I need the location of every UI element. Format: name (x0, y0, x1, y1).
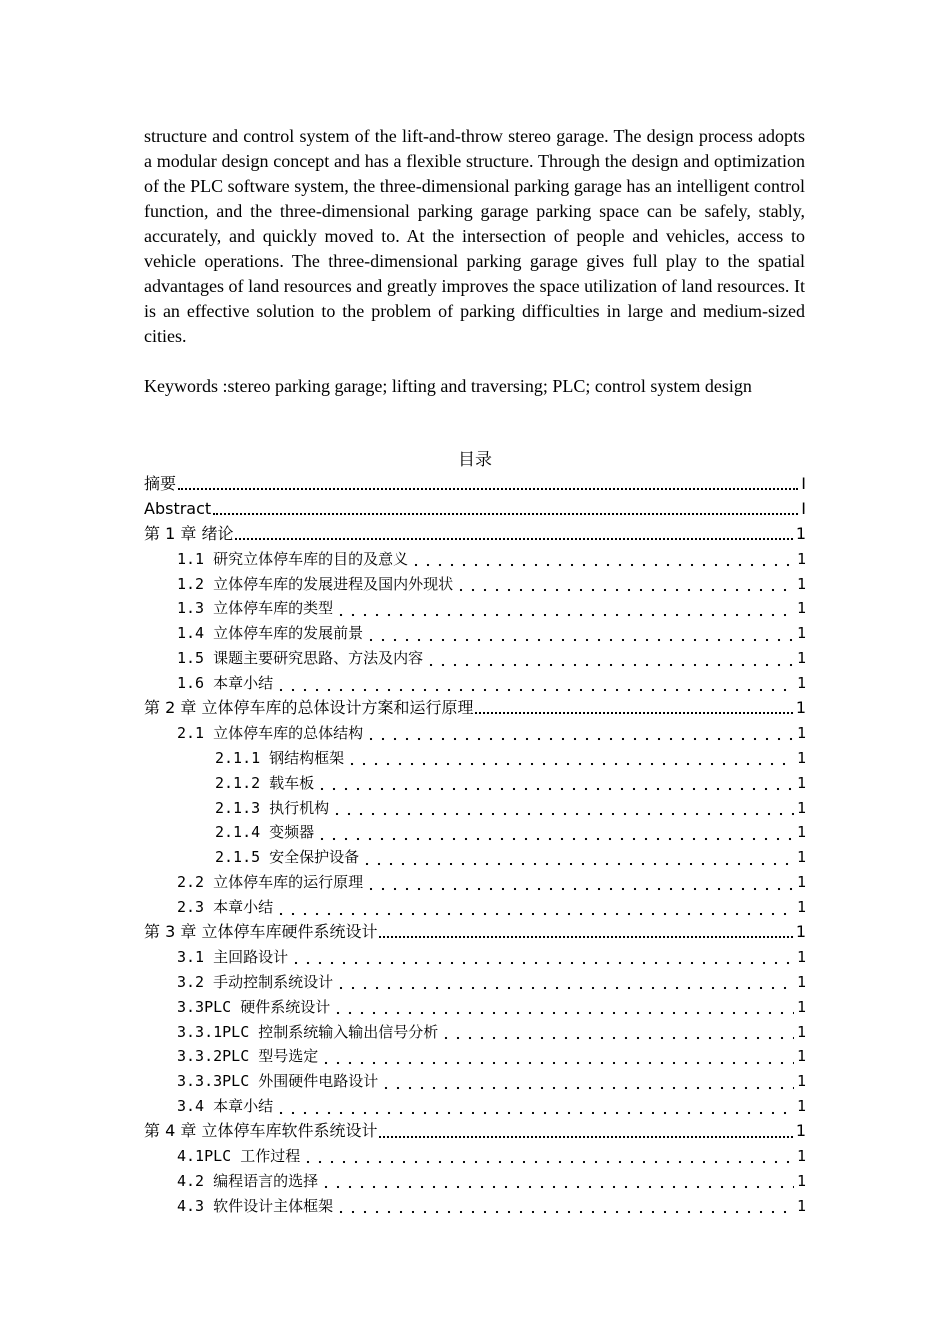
toc-dot-leader (379, 1136, 792, 1138)
toc-dot-leader (316, 837, 794, 841)
toc-entry[interactable] (144, 1144, 806, 1169)
toc-entry[interactable] (144, 696, 806, 721)
toc-entry-title: 3.3PLC 硬件系统设计 (177, 997, 331, 1016)
toc-entry-page: 1 (796, 823, 806, 842)
toc-entry[interactable] (144, 621, 806, 646)
toc-entry-title: 摘要 (144, 474, 177, 493)
toc-entry[interactable] (144, 1094, 806, 1119)
toc-entry-title: 1.2 立体停车库的发展进程及国内外现状 (177, 574, 454, 593)
toc-entry-title: 2.2 立体停车库的运行原理 (177, 873, 364, 892)
toc-entry[interactable] (144, 945, 806, 970)
toc-entry[interactable] (144, 895, 806, 920)
toc-dot-leader (290, 961, 794, 965)
toc-entry-page: 1 (796, 898, 806, 917)
toc-entry[interactable] (144, 497, 806, 522)
toc-entry[interactable] (144, 721, 806, 746)
toc-entry-title: 3.3.1PLC 控制系统输入输出信号分析 (177, 1022, 439, 1041)
toc-dot-leader (380, 1086, 794, 1090)
toc-entry[interactable] (144, 845, 806, 870)
toc-entry[interactable] (144, 995, 806, 1020)
toc-entry-title: 3.1 主回路设计 (177, 947, 289, 966)
toc-entry-page: 1 (796, 848, 806, 867)
toc-entry-page: 1 (796, 947, 806, 966)
toc-entry[interactable] (144, 746, 806, 771)
toc-entry[interactable] (144, 671, 806, 696)
toc-entry[interactable] (144, 970, 806, 995)
toc-entry-page: 1 (796, 1196, 806, 1215)
toc-entry-title: 4.2 编程语言的选择 (177, 1171, 319, 1190)
toc-entry[interactable] (144, 1069, 806, 1094)
toc-entry-title: 2.1 立体停车库的总体结构 (177, 723, 364, 742)
toc-entry[interactable] (144, 596, 806, 621)
toc-entry[interactable] (144, 472, 806, 497)
toc-entry-title: 2.3 本章小结 (177, 898, 274, 917)
toc-dot-leader (275, 912, 794, 916)
toc-entry-title: 4.3 软件设计主体框架 (177, 1196, 334, 1215)
toc-entry[interactable] (144, 572, 806, 597)
toc-entry-title: 3.3.3PLC 外围硬件电路设计 (177, 1072, 379, 1091)
toc-entry-page: 1 (796, 723, 806, 742)
toc-entry-page: 1 (796, 1022, 806, 1041)
toc-title: 目录 (458, 450, 492, 470)
toc-entry-title: 1.6 本章小结 (177, 674, 274, 693)
toc-entry[interactable] (144, 547, 806, 572)
toc-entry-page: 1 (796, 624, 806, 643)
toc-dot-leader (365, 887, 794, 891)
toc-entry-title: 2.1.2 载车板 (215, 773, 315, 792)
toc-entry-title: 1.3 立体停车库的类型 (177, 599, 334, 618)
toc-entry-page: 1 (796, 1147, 806, 1166)
toc-dot-leader (335, 986, 794, 990)
toc-entry-page: 1 (795, 523, 806, 543)
toc-entry-title: 第 2 章 立体停车库的总体设计方案和运行原理 (144, 698, 474, 718)
toc-entry-title: 3.2 手动控制系统设计 (177, 972, 334, 991)
toc-entry-page: 1 (795, 698, 806, 718)
toc-dot-leader (320, 1185, 794, 1189)
toc-entry[interactable] (144, 1194, 806, 1219)
toc-entry-title: 2.1.4 变频器 (215, 823, 315, 842)
toc-dot-leader (302, 1160, 794, 1164)
toc-dot-leader (475, 712, 792, 714)
toc-dot-leader (365, 737, 794, 741)
toc-entry-page: 1 (796, 748, 806, 767)
toc-dot-leader (455, 588, 794, 592)
toc-entry-title: Abstract (144, 498, 212, 518)
toc-entry-title: 2.1.3 执行机构 (215, 798, 330, 817)
toc-entry-title: 第 3 章 立体停车库硬件系统设计 (144, 922, 378, 942)
toc-entry-page: 1 (796, 599, 806, 618)
toc-dot-leader (361, 862, 794, 866)
abstract-paragraph: structure and control system of the lift-and-throw stereo garage. The design process adopts a modular design concept and has a flexible structure. Through the design and optimization of the PLC software system, the three-dimensional parking garage has an intelligent control function, and the three-dimensional parking garage parking space can be safely, stably, accurately, and quickly moved to. At the intersection of people and vehicles, access to vehicle operations. The three-dimensional parking garage gives full play to the spatial advantages of land resources and greatly improves the space utilization of land resources. It is an effective solution to the problem of parking difficulties in large and medium-sized cities. (144, 126, 805, 346)
toc-entry[interactable] (144, 796, 806, 821)
toc-dot-leader (440, 1036, 794, 1040)
toc-entry[interactable] (144, 1119, 806, 1144)
toc-entry-title: 第 1 章 绪论 (144, 523, 234, 543)
toc-entry-title: 2.1.5 安全保护设备 (215, 848, 360, 867)
toc-entry-title: 1.5 课题主要研究思路、方法及内容 (177, 649, 424, 668)
toc-entry-title: 4.1PLC 工作过程 (177, 1147, 301, 1166)
keywords-line: Keywords :stereo parking garage; lifting and traversing; PLC; control system design (144, 376, 752, 396)
toc-entry-page: 1 (796, 1171, 806, 1190)
toc-entry-page: 1 (796, 1047, 806, 1066)
toc-entry-title: 2.1.1 钢结构框架 (215, 748, 345, 767)
toc-entry-page: 1 (796, 674, 806, 693)
toc-entry-page: 1 (796, 997, 806, 1016)
toc-entry-title: 1.1 研究立体停车库的目的及意义 (177, 549, 409, 568)
table-of-contents (144, 472, 806, 1219)
toc-entry[interactable] (144, 522, 806, 547)
toc-entry-title: 3.4 本章小结 (177, 1097, 274, 1116)
toc-entry[interactable] (144, 870, 806, 895)
toc-entry-title: 3.3.2PLC 型号选定 (177, 1047, 319, 1066)
toc-entry[interactable] (144, 1044, 806, 1069)
toc-entry-title: 1.4 立体停车库的发展前景 (177, 624, 364, 643)
toc-entry-page: 1 (796, 972, 806, 991)
toc-entry[interactable] (144, 1169, 806, 1194)
toc-entry-page: 1 (796, 649, 806, 668)
toc-dot-leader (335, 1210, 794, 1214)
toc-dot-leader (379, 936, 792, 938)
toc-dot-leader (425, 663, 794, 667)
toc-dot-leader (178, 488, 798, 490)
toc-dot-leader (335, 613, 794, 617)
toc-entry[interactable] (144, 771, 806, 796)
toc-entry-title: 第 4 章 立体停车库软件系统设计 (144, 1121, 378, 1141)
toc-dot-leader (316, 787, 794, 791)
toc-dot-leader (275, 1111, 794, 1115)
toc-dot-leader (275, 688, 794, 692)
toc-dot-leader (365, 638, 794, 642)
toc-entry-page: 1 (796, 798, 806, 817)
toc-dot-leader (235, 538, 792, 540)
toc-entry[interactable] (144, 820, 806, 845)
toc-entry-page: 1 (795, 1121, 806, 1141)
toc-entry-page: I (801, 474, 806, 493)
toc-dot-leader (332, 1011, 794, 1015)
toc-entry-page: 1 (796, 1097, 806, 1116)
toc-entry[interactable] (144, 646, 806, 671)
toc-dot-leader (320, 1061, 794, 1065)
toc-entry-page: 1 (796, 549, 806, 568)
toc-dot-leader (410, 563, 794, 567)
toc-dot-leader (346, 762, 794, 766)
toc-dot-leader (331, 812, 794, 816)
toc-entry-page: 1 (796, 873, 806, 892)
toc-entry-page: 1 (796, 773, 806, 792)
toc-dot-leader (213, 513, 798, 515)
toc-entry-page: I (801, 498, 806, 518)
toc-entry-page: 1 (795, 922, 806, 942)
toc-entry[interactable] (144, 920, 806, 945)
toc-entry[interactable] (144, 1020, 806, 1045)
toc-entry-page: 1 (796, 1072, 806, 1091)
toc-entry-page: 1 (796, 574, 806, 593)
